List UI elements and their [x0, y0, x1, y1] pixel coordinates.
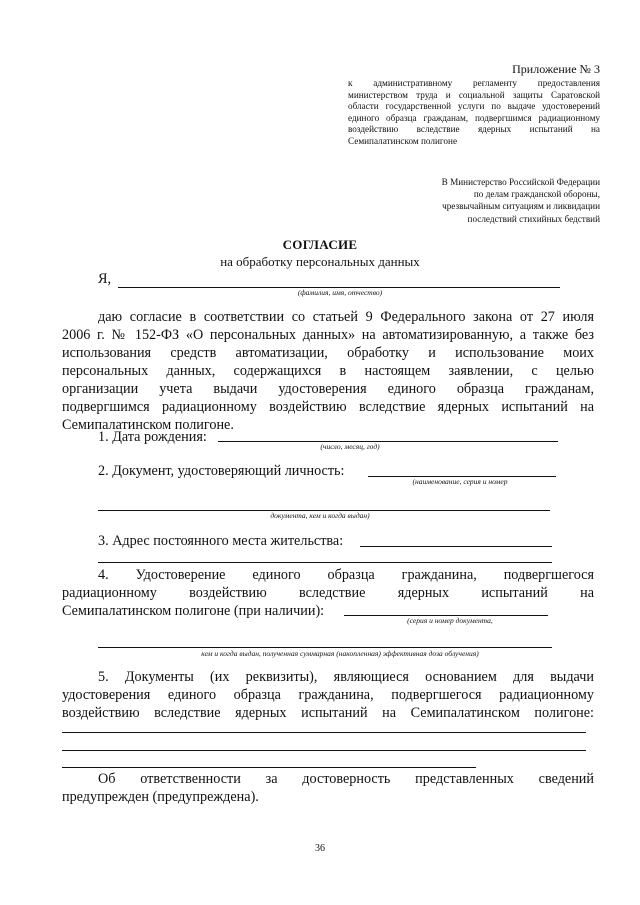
addressee-line: последствий стихийных бедствий — [467, 213, 600, 224]
documents-field-2[interactable] — [62, 750, 586, 751]
addressee-line: по делам гражданской обороны, — [473, 189, 600, 200]
consent-line: использования средств автоматизации, обработку и использование моих — [62, 345, 594, 361]
appendix-reference: к административному регламенту предоставления министерством труда и социальной защиты Саратовской области государственной услуги по выдаче удостоверений единого образца гражданам, подвергшимся радиационному воздействию вследствие ядерных испытаний на Семипалатинском полигоне — [348, 78, 600, 146]
document-subtitle: на обработку персональных данных — [220, 254, 420, 269]
documents-line: 5. Документы (их реквизиты), являющиеся основанием для выдачи — [98, 669, 594, 685]
applicant-prefix: Я, — [98, 271, 112, 287]
consent-line: Семипалатинском полигоне. — [62, 417, 234, 433]
birth-date-label: 1. Дата рождения: — [98, 429, 207, 445]
certificate-line: 4. Удостоверение единого образца гражданина, подвергшегося — [98, 567, 594, 583]
addressee-line: чрезвычайным ситуациям и ликвидации — [442, 201, 600, 212]
consent-line: организации учета выдачи удостоверения единого образца гражданам, — [62, 381, 594, 397]
certificate-field-2[interactable] — [98, 647, 552, 648]
documents-line: воздействию вследствие ядерных испытаний на Семипалатинском полигоне: — [62, 705, 594, 721]
address-field[interactable] — [360, 546, 552, 547]
identity-doc-hint-2: документа, кем и когда выдан) — [270, 511, 370, 520]
consent-line: даю согласие в соответствии со статьей 9 Федерального закона от 27 июля — [98, 309, 594, 325]
appendix-title: Приложение № 3 — [512, 62, 600, 76]
address-field-2[interactable] — [98, 562, 552, 563]
certificate-paragraph — [62, 566, 594, 620]
certificate-line: радиационному воздействию вследствие ядерных испытаний на — [62, 585, 594, 601]
documents-paragraph — [62, 668, 594, 722]
addressee-block — [380, 176, 600, 225]
consent-line: подвергшимся радиационному воздействию вследствие ядерных испытаний на — [62, 399, 594, 415]
certificate-line: Семипалатинском полигоне (при наличии): — [62, 603, 325, 619]
birth-date-hint: (число, месяц, год) — [320, 442, 380, 451]
certificate-hint-2: кем и когда выдан, полученная суммарная (накопленная) эффективная доза облучения) — [201, 649, 479, 658]
responsibility-paragraph — [62, 770, 594, 806]
consent-line: 2006 г. № 152-ФЗ «О персональных данных» на автоматизированную, а также без — [62, 327, 594, 343]
document-title: СОГЛАСИЕ — [282, 237, 358, 252]
consent-paragraph — [62, 308, 594, 434]
consent-line: персональных данных, содержащихся в настоящем заявлении, с целью — [62, 363, 594, 379]
certificate-hint: (серия и номер документа, — [407, 616, 493, 625]
responsibility-line: Об ответственности за достоверность представленных сведений — [98, 771, 594, 787]
responsibility-line: предупрежден (предупреждена). — [62, 789, 259, 805]
page-number: 36 — [315, 843, 325, 854]
identity-doc-hint: (наименование, серия и номер — [412, 477, 508, 486]
documents-field-3[interactable] — [62, 767, 476, 768]
addressee-line: В Министерство Российской Федерации — [441, 177, 600, 187]
identity-doc-label: 2. Документ, удостоверяющий личность: — [98, 463, 345, 479]
address-label: 3. Адрес постоянного места жительства: — [98, 533, 344, 549]
documents-field-1[interactable] — [62, 732, 586, 733]
applicant-name-hint: (фамилия, имя, отчество) — [297, 288, 383, 297]
documents-line: удостоверения единого образца гражданина, подвергшегося радиационному — [62, 687, 594, 703]
